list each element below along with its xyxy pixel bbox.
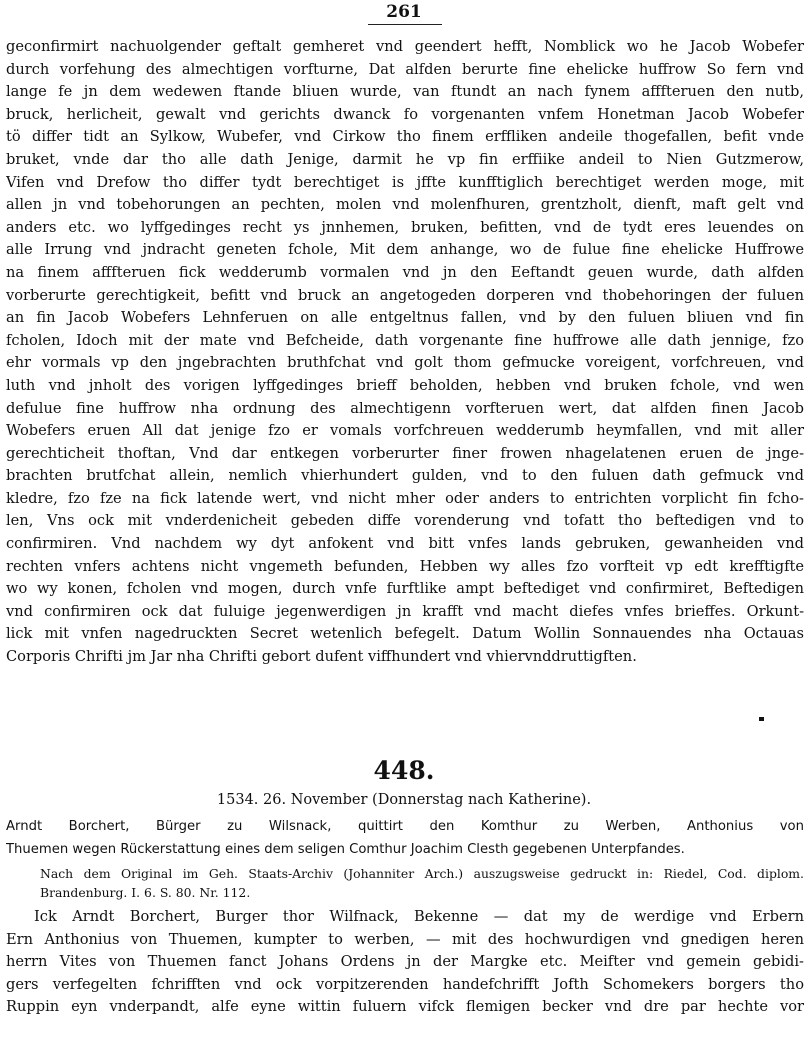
document-number: 448.: [373, 756, 435, 785]
text-line: ehr vormals vp den jngebrachten bruthfchat vnd golt thom gefmucke voreigent, vorfchreuen, vnd: [6, 354, 804, 372]
text-line: Ick Arndt Borchert, Burger thor Wilfnack, Bekenne — dat my de werdige vnd Erbern: [34, 908, 804, 925]
text-line: Corporis Chrifti jm Jar nha Chrifti gebort dufent viffhundert vnd vhiervnddruttigften.: [6, 648, 637, 666]
text-line: kledre, fzo fze na fick latende wert, vnd nicht mher oder anders to entrichten vorplicht fin fcho-: [6, 489, 804, 507]
print-speck: [759, 717, 764, 721]
text-line: confirmiren. Vnd nachdem wy dyt anfokent vnd bitt vnfes lands gebruken, gewanheiden vnd: [6, 535, 804, 553]
text-line: bruck, herlicheit, gewalt vnd gerichts dwanck fo vorgenanten vnfem Honetman Jacob Wobefer: [6, 105, 804, 123]
text-line: Vifen vnd Drefow tho differ tydt berechtiget is jffte kunfftiglich berechtiget werden moge, mit: [6, 173, 804, 191]
document-date: 1534. 26. November (Donnerstag nach Katherine).: [216, 792, 592, 808]
text-line: rechten vnfers achtens nicht vngemeth befunden, Hebben wy alles fzo vorfteit vp edt krefftigfte: [6, 557, 804, 575]
source-line: Nach dem Original im Geh. Staats-Archiv (Johanniter Arch.) auszugsweise gedruckt in: Riedel, Cod. diplom.: [40, 866, 804, 881]
page-number: 261: [386, 2, 422, 22]
text-line: brachten brutfchat allein, nemlich vhierhundert gulden, vnd to den fuluen dath gefmuck vnd: [6, 467, 804, 485]
text-line: Wobefers eruen All dat jenige fzo er vomals vorfchreuen wedderumb heymfallen, vnd mit aller: [6, 422, 804, 440]
text-line: Ruppin eyn vnderpandt, alfe eyne wittin fuluern vifck flemigen becker vnd dre par hechte vor: [6, 998, 804, 1016]
text-line: tö differ tidt an Sylkow, Wubefer, vnd Cirkow tho finem erffliken andeile thogefallen, befit vnde: [6, 128, 804, 146]
text-line: wo wy konen, fcholen vnd mogen, durch vnfe furftlike ampt beftediget vnd confirmiret, Beftedigen: [6, 580, 804, 598]
text-line: bruket, vnde dar tho alle dath Jenige, darmit he vp fin erffiike andeil to Nien Gutzmerow,: [6, 150, 804, 168]
header-rule: [368, 24, 442, 25]
source-line: Brandenburg. I. 6. S. 80. Nr. 112.: [40, 885, 251, 900]
summary-line: Thuemen wegen Rückerstattung eines dem seligen Comthur Joachim Clesth gegebenen Unterpfandes.: [6, 842, 685, 857]
text-line: vorberurte gerechtigkeit, befitt vnd bruck an angetogeden dorperen vnd thobehoringen der fuluen: [6, 286, 804, 304]
text-line: luth vnd jnholt des vorigen lyffgedinges brieff beholden, hebben vnd bruken fchole, vnd wen: [6, 376, 804, 394]
text-line: gerechticheit thoftan, Vnd dar entkegen vorberurter finer frowen nhagelatenen eruen de jnge-: [6, 444, 804, 462]
text-line: herrn Vites von Thuemen fanct Johans Ordens jn der Margke etc. Meifter vnd gemein gebidi-: [6, 953, 804, 971]
text-line: alle Irrung vnd jndracht geneten fchole, Mit dem anhange, wo de fulue fine ehelicke Huffrowe: [6, 241, 804, 259]
text-line: vnd confirmiren ock dat fuluige jegenwerdigen jn krafft vnd macht diefes vnfes brieffes. Orkunt-: [6, 602, 804, 620]
text-line: lange fe jn dem wedewen ftande bliuen wurde, van ftundt an nach fynem afffteruen den nutb,: [6, 83, 804, 101]
text-line: Ern Anthonius von Thuemen, kumpter to werben, — mit des hochwurdigen vnd gnedigen heren: [6, 930, 804, 948]
document-text-block: [6, 906, 804, 1019]
text-line: durch vorfehung des almechtigen vorfturne, Dat alfden berurte fine ehelicke huffrow So fern vnd: [6, 60, 804, 78]
source-note: [40, 864, 804, 902]
text-line: len, Vns ock mit vnderdenicheit gebeden diffe vorenderung vnd tofatt tho beftedigen vnd to: [6, 512, 804, 530]
text-line: anders etc. wo lyffgedinges recht ys jnnhemen, bruken, befitten, vnd de tydt eres leuendes on: [6, 218, 804, 236]
summary-line: Arndt Borchert, Bürger zu Wilsnack, quittirt den Komthur zu Werben, Anthonius von: [6, 819, 804, 834]
text-line: allen jn vnd tobehorungen an pechten, molen vnd molenfhuren, grentzholt, dienft, maft gelt vnd: [6, 196, 804, 214]
text-line: lick mit vnfen nagedruckten Secret wetenlich befegelt. Datum Wollin Sonnauendes nha Octauas: [6, 625, 804, 643]
text-line: defulue fine huffrow nha ordnung des almechtigenn vorfteruen wert, dat alfden finen Jacob: [6, 399, 804, 417]
text-line: an fin Jacob Wobefers Lehnferuen on alle entgeltnus fallen, vnd by den fuluen bliuen vnd fin: [6, 309, 804, 327]
text-line: na finem afffteruen fick wedderumb vormalen vnd jn den Eeftandt geuen wurde, dath alfden: [6, 263, 804, 281]
text-line: fcholen, Idoch mit der mate vnd Befcheide, dath vorgenante fine huffrowe alle dath jennige, fzo: [6, 331, 804, 349]
charter-text-block: [6, 36, 804, 669]
text-line: gers verfegelten fchrifften vnd ock vorpitzerenden handefchrifft Jofth Schomekers borgers tho: [6, 975, 804, 993]
text-line: geconfirmirt nachuolgender geftalt gemheret vnd geendert hefft, Nomblick wo he Jacob Wobefer: [6, 38, 804, 55]
document-summary: [6, 815, 804, 861]
